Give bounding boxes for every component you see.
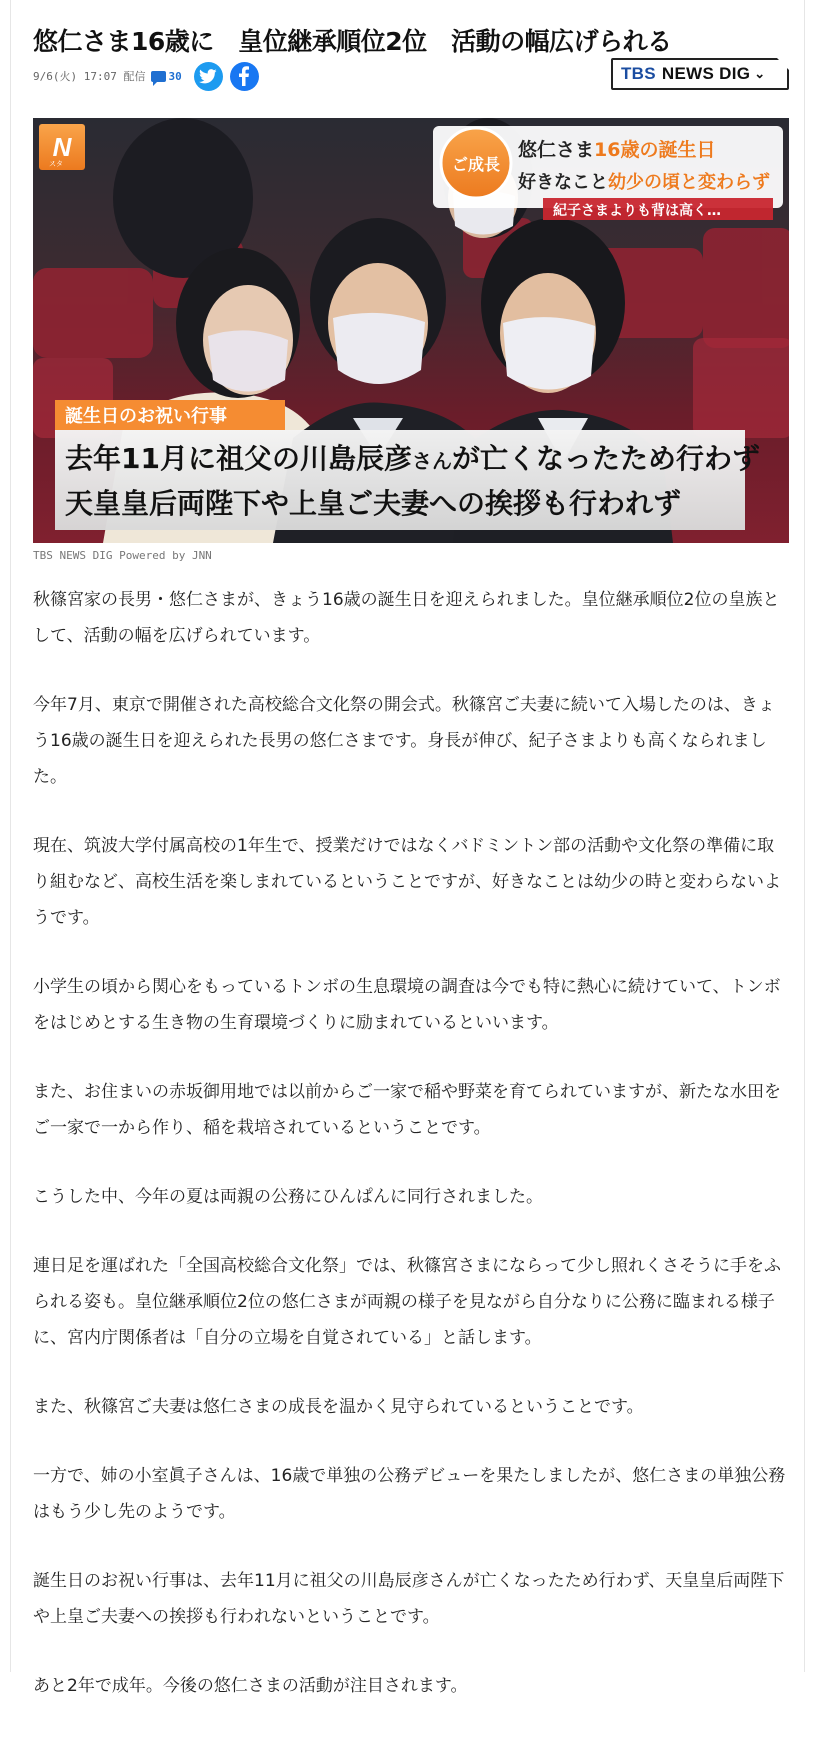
image-sub-strip: 紀子さまよりも背は高く…	[553, 203, 721, 219]
article-paragraph: こうした中、今年の夏は両親の公務にひんぱんに同行されました。	[33, 1187, 543, 1207]
article-paragraph: 秋篠宮家の長男・悠仁さまが、きょう16歳の誕生日を迎えられました。皇位継承順位2位の皇族として、活動の幅を広げられています。	[33, 590, 780, 646]
article-paragraph: また、お住まいの赤坂御用地では以前からご一家で稲や野菜を育てられていますが、新たな水田をご一家で一から作り、稲を栽培されているということです。	[33, 1082, 781, 1138]
image-subtitle-highlight: 幼少の頃と変わらず	[608, 172, 770, 193]
svg-text:悠仁さま16歳の誕生日	[518, 138, 715, 161]
facebook-f-icon	[238, 66, 250, 86]
article-paragraph: 小学生の頃から関心をもっているトンボの生息環境の調査は今でも特に熱心に続けていて、トンボをはじめとする生き物の生育環境づくりに励まれているといいます。	[33, 977, 781, 1033]
image-caption-line1-a: 去年11月に祖父の川島辰彦	[65, 442, 412, 475]
article-paragraph: 一方で、姉の小室眞子さんは、16歳で単独の公務デビューを果たしましたが、悠仁さまの単独公務はもう少し先のようです。	[33, 1466, 786, 1522]
image-caption-line1-b: が亡くなったため行わず	[451, 442, 760, 475]
chevron-down-double-icon: ⌄	[754, 66, 766, 81]
article-paragraph: 今年7月、東京で開催された高校総合文化祭の開会式。秋篠宮ご夫妻に続いて入場したのは、きょう16歳の誕生日を迎えられた長男の悠仁さまです。身長が伸び、紀子さまよりも高くなられました。	[33, 695, 775, 787]
article-paragraph: 現在、筑波大学付属高校の1年生で、授業だけではなくバドミントン部の活動や文化祭の準備に取り組むなど、高校生活を楽しまれているということですが、好きなことは幼少の時と変わらないようです。	[33, 836, 781, 928]
logo-corner-fold	[777, 58, 789, 70]
image-credit: TBS NEWS DIG Powered by JNN	[33, 549, 212, 562]
twitter-bird-icon	[199, 69, 217, 84]
image-section-label: 誕生日のお祝い行事	[65, 406, 227, 427]
tbs-news-dig-logo[interactable]	[611, 58, 789, 90]
page	[10, 0, 805, 1696]
article-paragraph: 連日足を運ばれた「全国高校総合文化祭」では、秋篠宮さまにならって少し照れくさそうに手をふられる姿も。皇位継承順位2位の悠仁さまが両親の様子を見ながら自分なりに公務に臨まれる様子に、宮内庁関係者は「自分の立場を自覚されている」と話します。	[33, 1256, 781, 1348]
article-paragraph: また、秋篠宮ご夫妻は悠仁さまの成長を温かく見守られているということです。	[33, 1397, 644, 1417]
channel-badge-sub: スタ	[49, 160, 63, 168]
article-image[interactable]	[33, 118, 789, 543]
article-meta	[33, 60, 266, 92]
comment-bubble-icon	[151, 71, 166, 82]
facebook-share-button[interactable]	[230, 62, 259, 91]
twitter-share-button[interactable]	[194, 62, 223, 91]
svg-text:好きなこと幼少の頃と変わらず	[518, 171, 770, 193]
channel-badge: N	[52, 132, 72, 162]
comments-link[interactable]	[151, 70, 181, 83]
image-caption-line1-small: さん	[411, 449, 452, 473]
article-headline: 悠仁さま16歳に 皇位継承順位2位 活動の幅広げられる	[33, 26, 672, 56]
article-paragraph: 誕生日のお祝い行事は、去年11月に祖父の川島辰彦さんが亡くなったため行わず、天皇皇后両陛下や上皇ご夫妻への挨拶も行われないということです。	[33, 1571, 785, 1627]
logo-name: NEWS DIG	[661, 64, 751, 83]
article-body	[33, 582, 789, 1737]
image-caption-line2: 天皇皇后両陛下や上皇ご夫妻への挨拶も行われず	[65, 487, 682, 520]
logo-brand: TBS	[621, 64, 656, 83]
image-title-highlight: 16歳の誕生日	[594, 139, 716, 161]
comment-count: 30	[168, 69, 182, 83]
news-broadcast-photo	[33, 118, 789, 543]
article-paragraph: あと2年で成年。今後の悠仁さまの活動が注目されます。	[33, 1676, 468, 1696]
image-subtitle-prefix: 好きなこと	[518, 172, 608, 193]
image-title-prefix: 悠仁さま	[518, 139, 595, 161]
image-tag-label: ご成長	[451, 155, 501, 174]
publish-date: 9/6(火) 17:07 配信	[33, 70, 146, 83]
